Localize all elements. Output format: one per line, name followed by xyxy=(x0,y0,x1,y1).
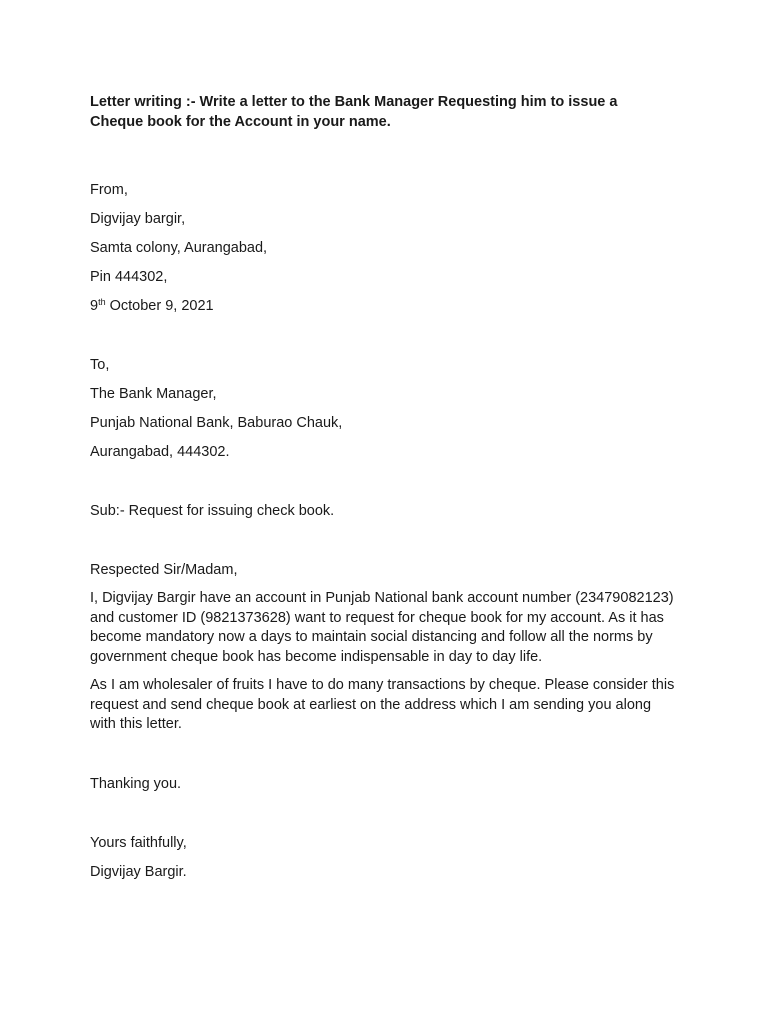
letter-heading-line-1: Letter writing :- Write a letter to the Bank Manager Requesting him to issue a xyxy=(90,94,618,110)
signature-name: Digvijay Bargir. xyxy=(90,863,187,880)
date-rest: October 9, 2021 xyxy=(105,298,214,314)
sender-pin: Pin 444302, xyxy=(90,269,168,285)
recipient-block xyxy=(90,355,680,462)
to-label: To, xyxy=(90,357,110,373)
thanking-line: Thanking you. xyxy=(90,775,182,792)
closing-line: Yours faithfully, xyxy=(90,834,187,851)
letter-heading-line-2: Cheque book for the Account in your name. xyxy=(90,114,391,130)
date-ordinal-suffix: th xyxy=(98,297,106,307)
sender-address: Samta colony, Aurangabad, xyxy=(90,240,268,256)
sender-block xyxy=(90,180,680,316)
sender-name: Digvijay bargir, xyxy=(90,211,186,227)
subject-line: Sub:- Request for issuing check book. xyxy=(90,503,335,519)
recipient-designation: The Bank Manager, xyxy=(90,386,217,402)
from-label: From, xyxy=(90,182,128,198)
body-paragraph-1: I, Digvijay Bargir have an account in Punjab National bank account number (23479082123) and customer ID (9821373628) want to request for cheque book for my account. As it has become mandatory now a days to maintain social distancing and follow all the norms by government cheque book has become indispensable in day to day life. xyxy=(90,590,674,665)
letter-body xyxy=(90,589,680,735)
salutation: Respected Sir/Madam, xyxy=(90,562,238,578)
letter-content xyxy=(90,92,680,882)
recipient-bank: Punjab National Bank, Baburao Chauk, xyxy=(90,415,343,431)
body-paragraph-2: As I am wholesaler of fruits I have to do many transactions by cheque. Please consider this request and send cheque book at earliest on the address which I am sending you along with this letter. xyxy=(90,677,675,732)
date-day: 9 xyxy=(90,298,99,314)
recipient-city: Aurangabad, 444302. xyxy=(90,444,230,460)
letter-date xyxy=(90,296,680,316)
